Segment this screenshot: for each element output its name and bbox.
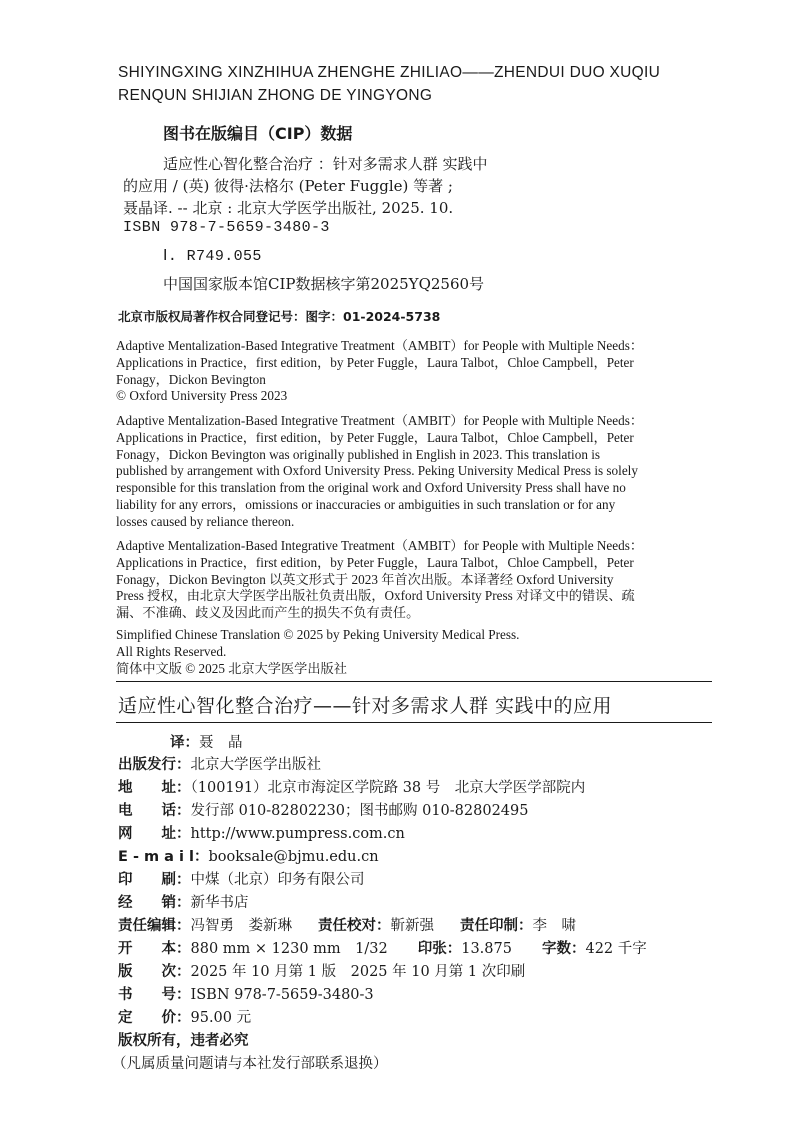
- text-line: Fonagy，Dickon Bevington: [116, 371, 266, 387]
- edition-row: [118, 960, 525, 981]
- book-title: 适应性心智化整合治疗——针对多需求人群 实践中的应用: [118, 695, 613, 717]
- cip-line-2: 的应用 / (英) 彼得·法格尔 (Peter Fuggle) 等著 ;: [123, 177, 453, 195]
- website-row: [118, 822, 405, 843]
- editor-value: 冯智勇 娄新琳: [190, 918, 292, 934]
- address-row: [118, 776, 585, 797]
- sheets-label: 印张：: [417, 941, 462, 957]
- phone-value: 发行部 010-82802230；图书邮购 010-82802495: [190, 803, 529, 819]
- proof-label: 责任校对：: [318, 918, 391, 934]
- translation-disclaimer-chinese: [116, 538, 712, 622]
- text-line: Simplified Chinese Translation © 2025 by Peking University Medical Press.: [116, 627, 520, 642]
- printer-row: [118, 868, 365, 889]
- cip-record-number: 中国国家版本馆CIP数据核字第2025YQ2560号: [163, 275, 485, 293]
- divider-top: [116, 681, 712, 682]
- isbn-value: ISBN 978-7-5659-3480-3: [190, 987, 374, 1003]
- text-line: Fonagy，Dickon Bevington was originally published in English in 2023. This translation is: [116, 446, 601, 462]
- quality-notice: （凡属质量问题请与本社发行部联系退换）: [112, 1056, 388, 1072]
- distributor-value: 新华书店: [190, 895, 249, 911]
- sheets-value: 13.875: [461, 941, 512, 957]
- edition-label: 版 次：: [118, 964, 191, 980]
- publisher-value: 北京大学医学出版社: [190, 757, 321, 773]
- price-row: [118, 1006, 251, 1027]
- text-line: Adaptive Mentalization-Based Integrative Treatment（AMBIT）for People with Multiple Needs：: [116, 413, 644, 428]
- print-resp-label: 责任印制：: [460, 918, 533, 934]
- translator-row: [170, 731, 243, 752]
- pinyin-title-line-2: RENQUN SHIJIAN ZHONG DE YINGYONG: [118, 87, 433, 104]
- email-label: E - m a i l：: [118, 849, 209, 865]
- translator-value: 聂 晶: [199, 735, 243, 751]
- address-label: 地 址：: [118, 780, 191, 796]
- edition-value: 2025 年 10 月第 1 版 2025 年 10 月第 1 次印刷: [190, 964, 526, 980]
- text-line: liability for any errors，omissions or inaccuracies or ambiguities in such translation or for any: [116, 496, 616, 512]
- editor-label: 责任编辑：: [118, 918, 191, 934]
- cip-line-3: 聂晶译. -- 北京 : 北京大学医学出版社, 2025. 10.: [123, 199, 454, 217]
- text-line: 漏、不准确、歧义及因此而产生的损失不负有责任。: [116, 605, 420, 621]
- phone-label: 电 话：: [118, 803, 191, 819]
- simplified-chinese-copyright: [116, 627, 712, 677]
- translation-disclaimer-english: [116, 413, 712, 531]
- translator-label: 译：: [170, 735, 199, 751]
- print-resp-value: 李 啸: [532, 918, 576, 934]
- price-value: 95.00 元: [190, 1010, 252, 1026]
- divider-bottom: [116, 722, 712, 723]
- printer-label: 印 刷：: [118, 872, 191, 888]
- rights-row: [118, 1029, 249, 1050]
- printer-value: 中煤（北京）印务有限公司: [190, 872, 365, 888]
- isbn-label: 书 号：: [118, 987, 191, 1003]
- text-line: © Oxford University Press 2023: [116, 388, 288, 404]
- pinyin-title-line-1: SHIYINGXING XINZHIHUA ZHENGHE ZHILIAO——ZHENDUI DUO XUQIU: [118, 64, 661, 81]
- text-line: losses caused by reliance thereon.: [116, 513, 295, 529]
- text-line: Fonagy，Dickon Bevington 以英文形式于 2023 年首次出版。本译著经 Oxford University: [116, 571, 614, 587]
- website-value: http://www.pumpress.com.cn: [190, 826, 405, 842]
- website-label: 网 址：: [118, 826, 191, 842]
- text-line: Applications in Practice，first edition，by Peter Fuggle，Laura Talbot，Chloe Campbell，Peter: [116, 554, 634, 570]
- email-row: [118, 845, 379, 866]
- responsibility-row: [118, 914, 576, 935]
- text-line: Press 授权，由北京大学医学出版社负责出版，Oxford University Press 对译文中的错误、疏: [116, 588, 635, 604]
- cip-isbn: ISBN 978-7-5659-3480-3: [123, 219, 330, 236]
- format-label: 开 本：: [118, 941, 191, 957]
- cip-classification: Ⅰ. R749.055: [163, 248, 262, 265]
- text-line: Applications in Practice，first edition，by Peter Fuggle，Laura Talbot，Chloe Campbell，Peter: [116, 354, 634, 370]
- rights-reserved: 版权所有，违者必究: [118, 1033, 249, 1049]
- cip-heading: 图书在版编目（CIP）数据: [163, 124, 353, 143]
- text-line: Adaptive Mentalization-Based Integrative Treatment（AMBIT）for People with Multiple Needs：: [116, 538, 644, 553]
- distributor-label: 经 销：: [118, 895, 191, 911]
- text-line: Applications in Practice，first edition，by Peter Fuggle，Laura Talbot，Chloe Campbell，Peter: [116, 429, 634, 445]
- words-value: 422 千字: [585, 941, 647, 957]
- words-label: 字数：: [541, 941, 586, 957]
- distributor-row: [118, 891, 249, 912]
- proof-value: 靳新强: [390, 918, 434, 934]
- text-line: responsible for this translation from the original work and Oxford University Press shall have no: [116, 480, 626, 496]
- format-value: 880 mm × 1230 mm 1/32: [190, 941, 388, 957]
- text-line: Adaptive Mentalization-Based Integrative Treatment（AMBIT）for People with Multiple Needs：: [116, 338, 644, 353]
- format-row: [118, 937, 647, 958]
- isbn-row: [118, 983, 374, 1004]
- email-value: booksale@bjmu.edu.cn: [208, 849, 379, 865]
- cip-line-1: 适应性心智化整合治疗 ：针对多需求人群 实践中: [163, 155, 488, 173]
- text-line: 简体中文版 © 2025 北京大学医学出版社: [116, 660, 347, 676]
- price-label: 定 价：: [118, 1010, 191, 1026]
- notice-row: [112, 1052, 388, 1073]
- publisher-row: [118, 753, 321, 774]
- copyright-notice-original: [116, 338, 712, 405]
- contract-registration: 北京市版权局著作权合同登记号：图字：01-2024-5738: [118, 309, 441, 324]
- phone-row: [118, 799, 528, 820]
- publisher-label: 出版发行：: [118, 757, 191, 773]
- text-line: published by arrangement with Oxford University Press. Peking University Medical Press is solely: [116, 463, 638, 479]
- text-line: All Rights Reserved.: [116, 643, 227, 659]
- address-value: （100191）北京市海淀区学院路 38 号 北京大学医学部院内: [190, 780, 586, 796]
